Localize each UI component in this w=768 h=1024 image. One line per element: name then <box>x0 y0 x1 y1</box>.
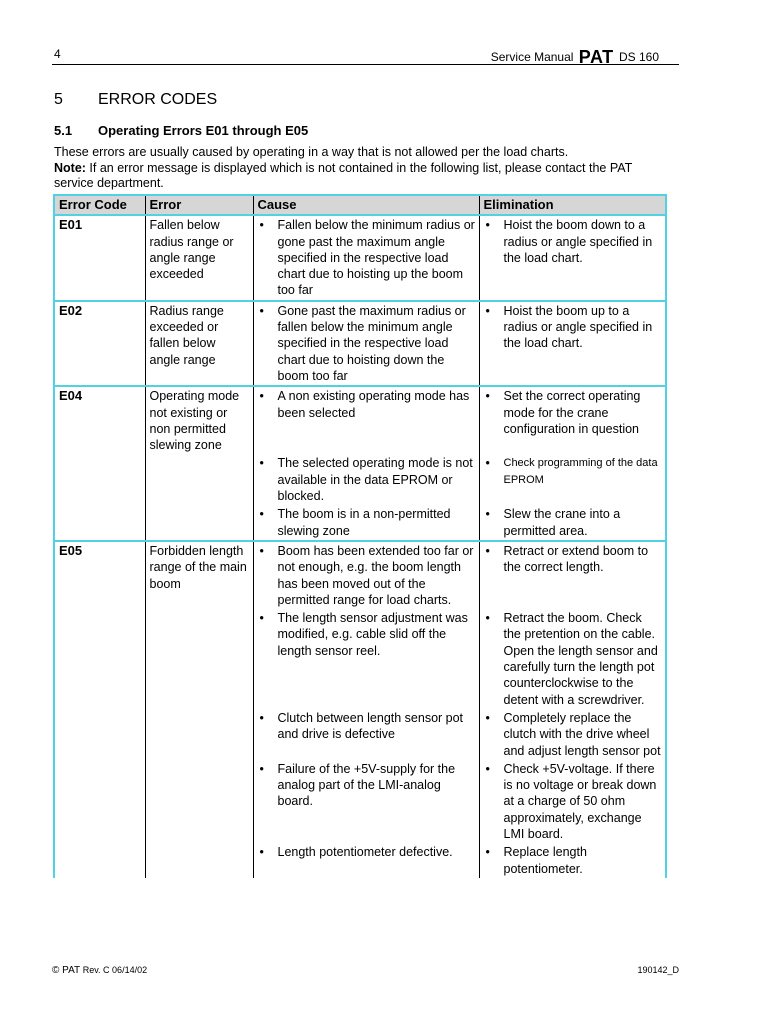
column-header: Cause <box>253 195 479 215</box>
cause-cell <box>253 386 479 454</box>
table-body <box>54 215 666 878</box>
document-number: 190142_D <box>637 965 679 975</box>
cause-text: Failure of the +5V-supply for the analog part of the LMI-analog board. <box>277 761 456 809</box>
error-code-cell <box>54 386 145 454</box>
bullet-icon: • <box>259 845 264 860</box>
elimination-cell <box>479 301 666 386</box>
section-heading <box>54 91 217 109</box>
elimination-cell <box>479 215 666 300</box>
title-prefix: Service Manual <box>490 50 574 64</box>
elimination-text: Hoist the boom down to a radius or angle specified in the load chart. <box>503 218 653 265</box>
error-description-cell <box>145 301 253 386</box>
table-row <box>54 215 666 300</box>
column-header: Elimination <box>479 195 666 215</box>
cause-cell <box>253 709 479 760</box>
error-codes-table <box>53 194 667 878</box>
subsection-number: 5.1 <box>54 123 73 138</box>
error-code-cell <box>54 505 145 541</box>
bullet-icon: • <box>259 611 264 626</box>
elimination-text: Hoist the boom up to a radius or angle specified in the load chart. <box>503 303 653 351</box>
subsection-heading <box>54 123 308 138</box>
bullet-icon: • <box>485 845 490 860</box>
cause-cell <box>253 301 479 386</box>
bullet-icon: • <box>485 389 490 404</box>
error-code: E05 <box>59 542 83 558</box>
cause-text: Gone past the maximum radius or fallen below the minimum angle specified in the respective load chart due to hoisting down the boom too far <box>277 303 466 383</box>
page-header <box>52 46 679 65</box>
bullet-icon: • <box>485 218 490 233</box>
bullet-icon: • <box>485 507 490 522</box>
elimination-item <box>484 303 663 352</box>
cause-item <box>258 844 476 860</box>
bullet-icon: • <box>259 543 264 558</box>
footer-copyright <box>52 965 147 976</box>
error-description: Forbidden length range of the main boom <box>149 543 247 591</box>
document-title <box>491 47 659 68</box>
error-code-cell <box>54 709 145 760</box>
bullet-icon: • <box>485 710 490 725</box>
section-number: 5 <box>54 91 63 108</box>
bullet-icon: • <box>485 303 490 318</box>
elimination-text: Check programming of the data EPROM <box>503 457 658 486</box>
bullet-icon: • <box>259 507 264 522</box>
elimination-cell <box>479 709 666 760</box>
elimination-item <box>484 388 663 437</box>
elimination-text: Replace length potentiometer. <box>503 845 587 876</box>
table-row <box>54 541 666 609</box>
section-title: ERROR CODES <box>98 91 218 108</box>
elimination-text: Retract or extend boom to the correct length. <box>503 543 649 575</box>
elimination-cell <box>479 843 666 878</box>
bullet-icon: • <box>259 218 264 233</box>
cause-item <box>258 506 476 539</box>
cause-item <box>258 761 476 810</box>
revision-text: Rev. C 06/14/02 <box>82 965 148 975</box>
subsection-title: Operating Errors E01 through E05 <box>98 123 309 138</box>
table-row <box>54 609 666 709</box>
cause-item <box>258 610 476 659</box>
bullet-icon: • <box>485 543 490 558</box>
table-row <box>54 301 666 386</box>
cause-text: The selected operating mode is not available in the data EPROM or blocked. <box>277 456 473 504</box>
error-code: E01 <box>59 217 83 233</box>
elimination-cell <box>479 505 666 541</box>
elimination-text: Retract the boom. Check the pretention on the cable. Open the length sensor and carefully turn the length pot counterclockwise to the detent with a screwdriver. <box>503 611 658 707</box>
elimination-item <box>484 506 663 539</box>
elimination-item <box>484 610 663 708</box>
error-code-cell <box>54 609 145 709</box>
error-code-cell <box>54 215 145 300</box>
cause-item <box>258 388 476 421</box>
elimination-item <box>484 455 663 488</box>
bullet-icon: • <box>485 761 490 776</box>
elimination-cell <box>479 454 666 505</box>
table-row <box>54 386 666 454</box>
table-row <box>54 709 666 760</box>
error-description-cell <box>145 386 253 454</box>
error-code: E04 <box>59 388 83 404</box>
cause-text: The length sensor adjustment was modified, e.g. cable slid off the length sensor reel. <box>277 611 468 658</box>
bullet-icon: • <box>485 456 490 471</box>
error-description-cell <box>145 760 253 843</box>
error-description-cell <box>145 541 253 609</box>
cause-cell <box>253 454 479 505</box>
error-description-cell <box>145 215 253 300</box>
cause-item <box>258 710 476 743</box>
elimination-text: Check +5V-voltage. If there is no voltage or break down at a charge of 50 ohm approximately, exchange LMI board. <box>503 761 657 841</box>
cause-text: The boom is in a non-permitted slewing zone <box>277 507 451 538</box>
title-suffix: DS 160 <box>618 50 659 64</box>
error-code-cell <box>54 843 145 878</box>
cause-cell <box>253 843 479 878</box>
cause-item <box>258 543 476 608</box>
table-row <box>54 454 666 505</box>
elimination-item <box>484 710 663 759</box>
cause-text: Boom has been extended too far or not enough, e.g. the boom length has been moved out of the permitted range for load charts. <box>277 543 474 607</box>
elimination-text: Completely replace the clutch with the drive wheel and adjust length sensor pot <box>503 710 661 758</box>
bullet-icon: • <box>259 761 264 776</box>
elimination-item <box>484 543 663 576</box>
cause-cell <box>253 760 479 843</box>
error-code-cell <box>54 301 145 386</box>
elimination-item <box>484 761 663 842</box>
cause-item <box>258 303 476 384</box>
table-row <box>54 843 666 878</box>
error-code-cell <box>54 760 145 843</box>
elimination-item <box>484 844 663 877</box>
elimination-text: Set the correct operating mode for the crane configuration in question <box>503 389 641 436</box>
bullet-icon: • <box>259 456 264 471</box>
error-description: Operating mode not existing or non permitted slewing zone <box>149 389 240 453</box>
error-code-cell <box>54 454 145 505</box>
error-description-cell <box>145 609 253 709</box>
table-row <box>54 505 666 541</box>
table-header-row <box>54 195 666 215</box>
error-description-cell <box>145 843 253 878</box>
error-description: Fallen below radius range or angle range exceeded <box>149 218 234 282</box>
cause-text: Length potentiometer defective. <box>277 845 453 860</box>
elimination-text: Slew the crane into a permitted area. <box>503 507 621 538</box>
intro-text: These errors are usually caused by operating in a way that is not allowed per the load charts. <box>54 145 569 159</box>
table-row <box>54 760 666 843</box>
elimination-cell <box>479 760 666 843</box>
bullet-icon: • <box>259 389 264 404</box>
bullet-icon: • <box>259 710 264 725</box>
intro-note <box>54 161 674 192</box>
copyright-text: © PAT <box>52 965 80 976</box>
note-label: Note: <box>54 160 86 175</box>
elimination-cell <box>479 541 666 609</box>
column-header: Error <box>145 195 253 215</box>
error-description: Radius range exceeded or fallen below angle range <box>149 303 224 367</box>
page-number: 4 <box>54 47 61 61</box>
note-text: If an error message is displayed which is not contained in the following list, please contact the PAT service department. <box>54 160 633 190</box>
bullet-icon: • <box>259 303 264 318</box>
pat-logo: PAT <box>578 47 614 67</box>
error-code-cell <box>54 541 145 609</box>
cause-cell <box>253 215 479 300</box>
cause-item <box>258 455 476 504</box>
elimination-item <box>484 217 663 266</box>
intro-paragraph <box>54 145 674 192</box>
cause-text: Clutch between length sensor pot and drive is defective <box>277 710 464 742</box>
cause-cell <box>253 609 479 709</box>
elimination-cell <box>479 386 666 454</box>
error-description-cell <box>145 454 253 505</box>
error-code: E02 <box>59 302 83 318</box>
cause-text: Fallen below the minimum radius or gone past the maximum angle specified in the respective load chart due to hoisting up the boom too far <box>277 218 475 298</box>
cause-cell <box>253 541 479 609</box>
error-description-cell <box>145 505 253 541</box>
cause-item <box>258 217 476 298</box>
cause-cell <box>253 505 479 541</box>
column-header: Error Code <box>54 195 145 215</box>
elimination-cell <box>479 609 666 709</box>
cause-text: A non existing operating mode has been selected <box>277 389 470 420</box>
error-description-cell <box>145 709 253 760</box>
bullet-icon: • <box>485 611 490 626</box>
